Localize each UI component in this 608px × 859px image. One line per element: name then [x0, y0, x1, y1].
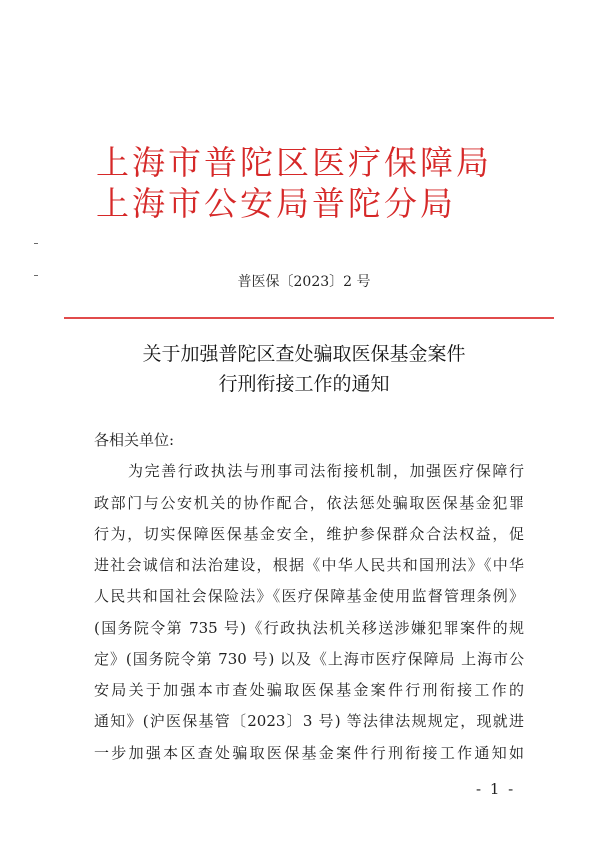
- scan-mark: [34, 243, 38, 244]
- body-line: 进社会诚信和法治建设，根据《中华人民共和国刑法》《中华: [94, 556, 524, 574]
- body-line: 通知》(沪医保基管〔2023〕3 号) 等法律法规规定，现就进: [94, 712, 524, 730]
- notice-title-line-2: 行刑衔接工作的通知: [218, 373, 390, 395]
- body-line: (国务院令第 735 号)《行政执法机关移送涉嫌犯罪案件的规: [94, 619, 524, 637]
- red-divider-line: [64, 317, 554, 319]
- body-line: 为完善行政执法与刑事司法衔接机制，加强医疗保障行: [128, 462, 524, 480]
- body-line: 行为，切实保障医保基金安全，维护参保群众合法权益，促: [94, 525, 524, 543]
- body-line: 人民共和国社会保险法》《医疗保障基金使用监督管理条例》: [94, 587, 524, 605]
- salutation: 各相关单位:: [94, 431, 175, 449]
- body-line: 安局关于加强本市查处骗取医保基金案件行刑衔接工作的: [94, 681, 524, 699]
- document-number: 普医保〔2023〕2 号: [237, 274, 371, 290]
- body-line: 一步加强本区查处骗取医保基金案件行刑衔接工作通知如: [94, 744, 524, 762]
- body-line: 政部门与公安机关的协作配合，依法惩处骗取医保基金犯罪: [94, 494, 524, 512]
- notice-title-line-1: 关于加强普陀区查处骗取医保基金案件: [142, 343, 466, 365]
- issuer-name-medical-security-bureau: 上海市普陀区医疗保障局: [96, 143, 492, 182]
- body-line: 定》(国务院令第 730 号) 以及《上海市医疗保障局 上海市公: [94, 650, 524, 668]
- page-number: - 1 -: [476, 780, 516, 798]
- issuer-name-public-security-branch: 上海市公安局普陀分局: [96, 184, 456, 223]
